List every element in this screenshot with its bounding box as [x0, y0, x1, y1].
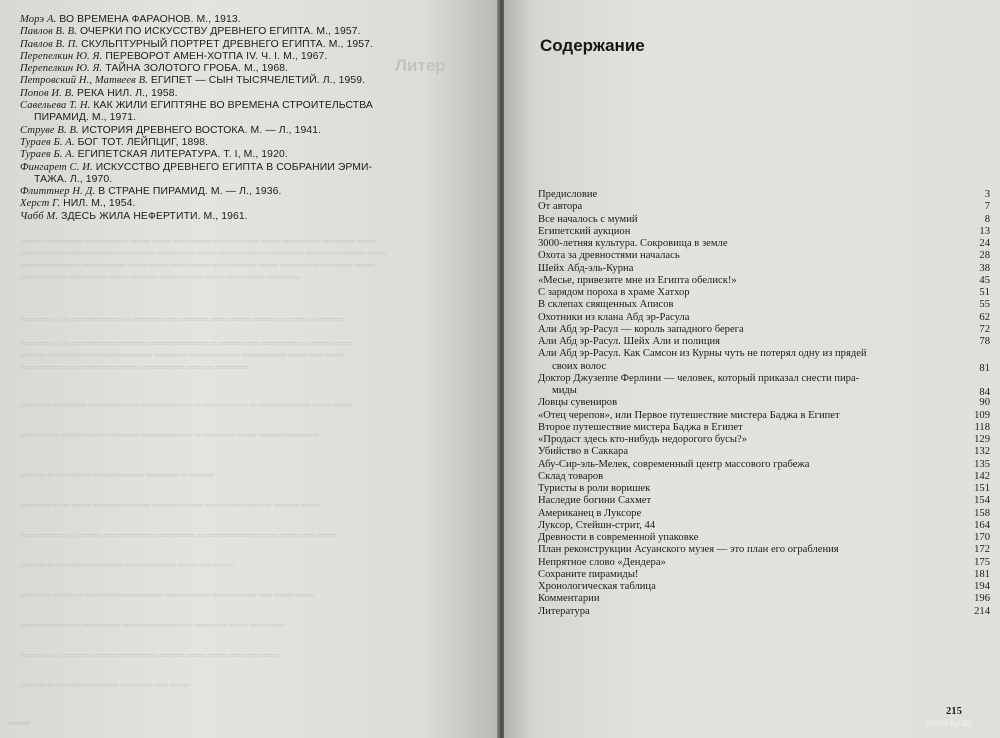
toc-entry-title — [538, 373, 964, 398]
toc-entry-title — [538, 299, 964, 311]
toc-entry — [538, 214, 990, 226]
bibliography-title: ВО ВРЕМЕНА ФАРАОНОВ. М., 1913. — [59, 14, 241, 25]
bibliography-author: Тураев Б. А. — [20, 136, 75, 148]
toc-entry — [538, 508, 990, 520]
toc-entry-title-text: Али Абд эр-Расул. Как Самсон из Курны чуть не потерял одну из прядей — [538, 348, 867, 360]
toc-entry-title — [538, 250, 964, 262]
toc-entry-title — [538, 422, 964, 434]
toc-entry-page-number: 51 — [979, 287, 990, 298]
toc-entry — [538, 410, 990, 422]
bleed-through-page-number: ═══ — [8, 718, 30, 729]
toc-entry — [538, 226, 990, 238]
toc-entry-title-text: В склепах священных Аписов — [538, 299, 674, 311]
toc-entry-title — [538, 312, 964, 324]
toc-entry-page-number: 154 — [974, 495, 990, 507]
toc-entry-page-number: 62 — [979, 311, 990, 323]
toc-entry — [538, 459, 990, 471]
toc-entry — [538, 299, 990, 311]
toc-entry-title — [538, 483, 964, 495]
bibliography-title: КАК ЖИЛИ ЕГИПТЯНЕ ВО ВРЕМЕНА СТРОИТЕЛЬСТВА — [93, 100, 373, 112]
toc-entry-title — [538, 581, 964, 593]
toc-entry-page-number: 28 — [979, 250, 990, 262]
toc-entry-title — [538, 214, 964, 226]
bibliography-entry — [20, 26, 488, 38]
toc-entry-title-text: 3000-летняя культура. Сокровища в земле — [538, 238, 728, 249]
toc-entry-page-number: 194 — [974, 581, 990, 592]
toc-entry-title — [538, 263, 964, 275]
toc-entry-title — [538, 520, 964, 532]
toc-entry — [538, 532, 990, 544]
toc-entry — [538, 422, 990, 434]
table-of-contents — [538, 189, 990, 618]
bibliography-title: БОГ ТОТ. ЛЕЙПЦИГ, 1898. — [77, 136, 209, 148]
toc-entry — [538, 189, 990, 201]
bibliography-author: Перепелкин Ю. Я. — [20, 63, 103, 75]
toc-entry-title-text: «Месье, привезите мне из Египта обелиск!» — [538, 274, 737, 286]
toc-entry-title-text: Туристы в роли воришек — [538, 483, 651, 494]
toc-entry-title-text: Али Абд эр-Расул — король западного берега — [538, 323, 744, 335]
bibliography-title: ЕГИПЕТСКАЯ ЛИТЕРАТУРА. Т. I, М., 1920. — [77, 149, 288, 161]
toc-entry-title-text: Охота за древностями началась — [538, 250, 680, 262]
toc-entry-title-text: Доктор Джузеппе Ферлини — человек, который приказал снести пира- — [538, 372, 860, 384]
bibliography-title: ИСТОРИЯ ДРЕВНЕГО ВОСТОКА. М. — Л., 1941. — [81, 124, 322, 136]
toc-entry-title-text: Хронологическая таблица — [538, 581, 656, 592]
toc-entry-page-number: 45 — [979, 274, 990, 286]
toc-entry-title-text: Непрятное слово «Дендера» — [538, 556, 666, 568]
toc-entry-title — [538, 569, 964, 581]
bibliography-entry — [20, 125, 488, 137]
toc-entry-title — [538, 532, 964, 544]
toc-entry-title-text: Второе путешествие мистера Баджа в Египет — [538, 421, 743, 433]
page-number: 215 — [946, 706, 962, 717]
toc-entry — [538, 495, 990, 507]
toc-entry-title-text: Комментарии — [538, 593, 600, 605]
toc-entry — [538, 471, 990, 483]
bibliography-entry — [20, 75, 488, 87]
toc-entry-title — [538, 189, 964, 201]
toc-entry-title-text: От автора — [538, 201, 583, 213]
toc-entry-title — [538, 397, 964, 409]
bibliography-entry — [20, 186, 488, 198]
toc-entry-page-number: 175 — [974, 556, 990, 568]
bibliography-entry — [20, 63, 488, 75]
toc-entry-title-text: Предисловие — [538, 189, 598, 200]
toc-entry-page-number: 109 — [974, 409, 990, 421]
bibliography-author: Чабб М. — [20, 210, 59, 222]
bibliography-author: Павлов В. П. — [20, 38, 79, 50]
bibliography-title: СКУЛЬПТУРНЫЙ ПОРТРЕТ ДРЕВНЕГО ЕГИПТА. М., 1957. — [81, 38, 374, 50]
bibliography-entry — [20, 39, 488, 51]
toc-entry-title — [538, 544, 964, 556]
toc-entry-page-number: 151 — [974, 483, 990, 494]
bibliography-entry — [20, 149, 488, 161]
toc-entry — [538, 569, 990, 581]
toc-entry-page-number: 142 — [974, 470, 990, 482]
toc-entry — [538, 434, 990, 446]
toc-entry — [538, 336, 990, 348]
toc-entry-title — [538, 275, 964, 287]
toc-entry-title — [538, 495, 964, 507]
toc-entry-page-number: 129 — [974, 434, 990, 445]
toc-entry-title-continuation: миды — [552, 385, 577, 396]
toc-entry-title-text: Луксор, Стейшн-стрит, 44 — [538, 519, 656, 531]
toc-entry-page-number: 38 — [979, 262, 990, 274]
toc-entry-page-number: 172 — [974, 544, 990, 556]
toc-entry-page-number: 170 — [974, 532, 990, 543]
toc-entry-page-number: 135 — [974, 458, 990, 470]
toc-entry-title — [538, 348, 964, 373]
toc-entry-title-text: Убийство в Саккара — [538, 446, 629, 458]
right-page — [504, 0, 1000, 738]
toc-entry-title-text: Ловцы сувениров — [538, 397, 618, 409]
toc-entry — [538, 593, 990, 605]
toc-entry-title — [538, 201, 964, 213]
bibliography-author: Перепелкин Ю. Я. — [20, 50, 103, 62]
toc-entry — [538, 201, 990, 213]
bibliography-entry — [20, 211, 488, 223]
toc-entry-title-continuation: своих волос — [552, 360, 607, 372]
toc-entry-title-text: Древности в современной упаковке — [538, 532, 699, 543]
bibliography-entry — [20, 162, 488, 187]
toc-entry-page-number: 24 — [979, 238, 990, 249]
bibliography-entry — [20, 137, 488, 149]
toc-entry-title-text: Все началось с мумий — [538, 213, 638, 225]
toc-entry-page-number: 78 — [979, 336, 990, 347]
toc-entry-title-text: Сохраните пирамиды! — [538, 568, 639, 580]
bibliography-author: Флиттнер Н. Д. — [20, 186, 96, 198]
toc-entry-title — [538, 471, 964, 483]
toc-entry — [538, 373, 990, 398]
toc-entry — [538, 483, 990, 495]
toc-entry-title-text: Шейх Абд-эль-Курна — [538, 262, 634, 274]
toc-entry-page-number: 196 — [974, 593, 990, 605]
toc-entry-page-number: 72 — [979, 323, 990, 335]
bibliography-author: Струве В. В. — [20, 124, 79, 136]
toc-entry — [538, 581, 990, 593]
toc-entry-page-number: 90 — [979, 397, 990, 409]
toc-entry-page-number: 7 — [984, 201, 990, 213]
toc-entry-page-number: 158 — [974, 507, 990, 519]
bibliography-title: НИЛ. М., 1954. — [63, 198, 136, 210]
toc-entry — [538, 348, 990, 373]
toc-entry — [538, 606, 990, 618]
bibliography-entry — [20, 14, 488, 26]
toc-entry-page-number: 84 — [979, 387, 990, 398]
bibliography-continuation: ТАЖА. Л., 1970. — [34, 173, 113, 185]
toc-entry-title-text: «Продаст здесь кто-нибудь недорогого бусы?» — [538, 434, 748, 445]
toc-entry-title — [538, 324, 964, 336]
bibliography-author: Попов И. В. — [20, 87, 74, 99]
toc-entry-title — [538, 508, 964, 520]
toc-entry — [538, 263, 990, 275]
toc-entry-title-text: Склад товаров — [538, 470, 604, 482]
bibliography-title: ПЕРЕВОРОТ АМЕН-ХОТПА IV. Ч. I. М., 1967. — [105, 50, 328, 62]
toc-entry-title — [538, 434, 964, 446]
toc-entry-title — [538, 459, 964, 471]
toc-entry-title — [538, 446, 964, 458]
toc-entry-title — [538, 557, 964, 569]
bibliography-continuation: ПИРАМИД. М., 1971. — [34, 112, 137, 124]
toc-entry-page-number: 181 — [974, 568, 990, 580]
bibliography-title: ЗДЕСЬ ЖИЛА НЕФЕРТИТИ. М., 1961. — [61, 210, 248, 222]
toc-entry-page-number: 81 — [979, 362, 990, 374]
toc-entry-page-number: 214 — [974, 605, 990, 617]
bibliography-author: Херст Г. — [20, 198, 61, 210]
bibliography-author: Фингарет С. И. — [20, 161, 93, 173]
toc-entry-title — [538, 410, 964, 422]
bibliography-title: РЕКА НИЛ. Л., 1958. — [76, 87, 178, 99]
toc-entry-page-number: 164 — [974, 519, 990, 531]
toc-entry — [538, 324, 990, 336]
toc-entry-title-text: Наследие богини Сахмет — [538, 495, 652, 507]
contents-title: Содержание — [540, 36, 645, 55]
left-page: Литер Морэ А. ВО ВРЕМЕНА ФАРАОНОВ. М., 1913. Павлов В. В. ОЧЕРКИ ПО ИСКУССТВУ ДРЕВНЕГО ЕГИПТА. М., 1957. Павлов В. П. СКУЛЬПТУРНЫЙ ПОРТРЕТ ДРЕВНЕГО ЕГИПТА. М., 1957. Перепелкин Ю. Я. ПЕРЕВОРОТ АМЕН-ХОТПА IV. Ч. I. М., 1967. Перепелкин Ю. Я. ТАЙНА ЗОЛОТОГО ГРОБА. М., 1968. Петровский Н., Матвеев В. ЕГИПЕТ — СЫН ТЫСЯЧЕЛЕТИЙ. Л., 1959. Попов И. В. РЕКА НИЛ. Л., 1958. Савельева Т. Н. КАК ЖИЛИ ЕГИПТЯНЕ ВО ВРЕМЕНА СТРОИТЕЛЬСТВА ПИРАМИД. М., 1971. Струве В. В. ИСТОРИЯ ДРЕВНЕГО ВОСТОКА. М. — Л., 1941. Тураев Б. А. БОГ ТОТ. ЛЕЙПЦИГ, 1898. Тураев Б. А. ЕГИПЕТСКАЯ ЛИТЕРАТУРА. Т. I, М., 1920. Фингарет С. И. ИСКУССТВО ДРЕВНЕГО ЕГИПТА В СОБРАНИИ ЭРМИ- ТАЖА. Л., 1970. Флиттнер Н. Д. В СТРАНЕ ПИРАМИД. М. — Л., 1936. Херст Г. НИЛ. М., 1954. Чабб М. ЗДЕСЬ ЖИЛА НЕФЕРТИТИ. М., 1961. ═══ ══════ ═══════ ═══ ═══ ══════ ═══════ ═══ ══════ ═════ ═══ ═══════ ════ ═══ ══════ ══════ ═══ ═══════ ══════ ═════ ════ ═══ ═══ ══════ ═══════ ═══ ═══ ══════ ═══════ ═══ ══════ ═════ ═══ ═══ ════ ══════ ═══ ════ ═══════ ═══ ══════ ═════ ═════ ═ ═ ════════ ═ ═════ ══ ════ ═══ ═══ ════ ═ ═══ ═ ════ ═════ ═ ═ ════════════ ═════════ ═ ════ ══ ══════ ═ ═══ ═══ ════ ═══════ ═════════ ═════ ════════ ═══════ ═══ ══ ═══ ════════ ══════════ ═══════ ═══ ═ ═════ ═════ ═════ ════════ ════════ ═ ═══════ ═ ════════ ═══ ═══ ══════ ═══════ ═════ ════════ ═ ═════ ═══ ════ ═════ ════ ═ ═ ════ ════════ ═════ ═ ════ ═════ ═ ═ ═══ ═════════ ════════ ═════════ ═ ════ ═══ ═══════ ═ ════ ════════ ══════ ═ ═════════ ══ ═══ ══ ═══ ════ ═ ═ ═════════ ════════ ═══ ══ ═══ ═════ ═══ ═ ═══ ═════════ ═══════ ═══════ ══ ═══ ═══ ════════ ═ ══════ ═══════════ ═════ ═══ ══ ═══ ═══ ═ ═ ═════ ══════════ ════ ═══ ═══ ══ ══ ═══ ════ ═ ═ ═════ ═══ ═════ ══ ═══ ═══ — [0, 0, 500, 738]
bibliography-list — [20, 14, 488, 223]
toc-entry-title-text: Али Абд эр-Расул. Шейх Али и полиция — [538, 336, 721, 347]
bibliography-author: Павлов В. В. — [20, 26, 77, 38]
toc-entry-title — [538, 336, 964, 348]
toc-entry-page-number: 132 — [974, 446, 990, 458]
toc-entry-page-number: 55 — [979, 299, 990, 311]
toc-entry — [538, 287, 990, 299]
toc-entry — [538, 312, 990, 324]
bibliography-entry — [20, 198, 488, 210]
toc-entry-title — [538, 287, 964, 299]
toc-entry — [538, 544, 990, 556]
toc-entry-page-number: 118 — [974, 421, 990, 433]
toc-entry — [538, 238, 990, 250]
toc-entry-title-text: С зарядом пороха в храме Хатхор — [538, 287, 690, 298]
bibliography-title: ОЧЕРКИ ПО ИСКУССТВУ ДРЕВНЕГО ЕГИПТА. М., 1957. — [79, 26, 361, 38]
toc-entry-title-text: План реконструкции Асуанского музея — это план его ограбления — [538, 544, 839, 556]
bibliography-title: В СТРАНЕ ПИРАМИД. М. — Л., 1936. — [98, 186, 282, 198]
toc-entry-title-text: «Отец черепов», или Первое путешествие мистера Баджа в Египет — [538, 409, 840, 421]
toc-entry-title — [538, 593, 964, 605]
bibliography-title: ЕГИПЕТ — СЫН ТЫСЯЧЕЛЕТИЙ. Л., 1959. — [150, 75, 366, 87]
watermark: www.ay.by — [926, 718, 974, 729]
toc-entry-title — [538, 226, 964, 238]
toc-entry — [538, 397, 990, 409]
toc-entry — [538, 446, 990, 458]
toc-entry-title — [538, 238, 964, 250]
toc-entry — [538, 520, 990, 532]
toc-entry-title-text: Охотники из клана Абд эр-Расула — [538, 311, 690, 323]
bibliography-author: Морэ А. — [20, 14, 57, 25]
toc-entry-page-number: 3 — [984, 189, 990, 200]
toc-entry-page-number: 8 — [984, 213, 990, 225]
bibliography-entry — [20, 51, 488, 63]
bibliography-author: Тураев Б. А. — [20, 149, 75, 161]
toc-entry-title — [538, 606, 964, 618]
toc-entry-title-text: Египетский аукцион — [538, 225, 631, 237]
bibliography-author: Савельева Т. Н. — [20, 100, 91, 112]
bibliography-title: ИСКУССТВО ДРЕВНЕГО ЕГИПТА В СОБРАНИИ ЭРМИ- — [95, 161, 373, 173]
toc-entry — [538, 557, 990, 569]
bibliography-entry — [20, 100, 488, 125]
toc-entry — [538, 275, 990, 287]
bibliography-entry — [20, 88, 488, 100]
toc-entry-title-text: Литература — [538, 605, 590, 617]
toc-entry-page-number: 13 — [979, 225, 990, 237]
toc-entry-title-text: Американец в Луксоре — [538, 507, 642, 519]
bibliography-author: Петровский Н., Матвеев В. — [20, 75, 148, 87]
toc-entry-title-text: Абу-Сир-эль-Мелек, современный центр массового грабежа — [538, 458, 810, 470]
bleed-through-heading: Литер — [395, 56, 446, 75]
bibliography-title: ТАЙНА ЗОЛОТОГО ГРОБА. М., 1968. — [105, 63, 289, 75]
toc-entry — [538, 250, 990, 262]
